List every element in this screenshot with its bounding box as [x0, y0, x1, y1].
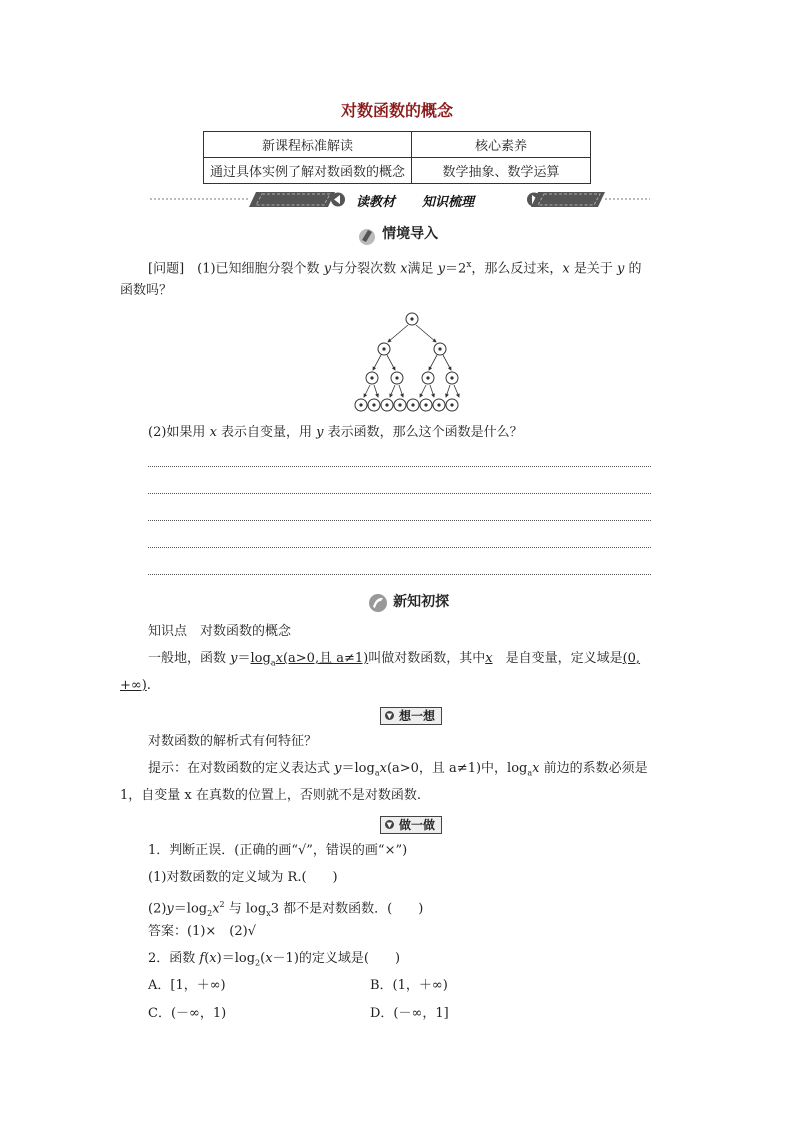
doit-badge: [380, 816, 442, 834]
def-log: log: [250, 651, 271, 666]
doit-badge-label: 做一做: [399, 818, 436, 832]
q2-var: x: [209, 425, 217, 440]
ex-var: x: [212, 901, 220, 917]
def-text: 是自变量，定义域是: [492, 651, 623, 666]
section-banner: [150, 190, 650, 210]
q1-var: y: [437, 261, 446, 277]
def-text: ＝: [237, 651, 251, 666]
hint-text: (a>0，且 a≠1)中，log: [386, 761, 528, 776]
section2-heading-text: 新知初探: [393, 594, 450, 610]
ex-sub: 2: [255, 958, 261, 968]
think-badge-label: 想一想: [399, 709, 436, 723]
answer-line: [148, 520, 651, 521]
def-sub: a: [270, 658, 276, 668]
scene-icon: [356, 224, 378, 246]
q2-text: (2)如果用: [148, 425, 210, 440]
ex-var: x: [265, 951, 273, 966]
hint-var: y: [334, 761, 342, 776]
q1-text: 的: [624, 261, 642, 277]
table-cell-standard: 通过具体实例了解对数函数的概念: [204, 158, 412, 184]
standards-table: [203, 131, 591, 184]
q1-text: 是关于: [569, 261, 618, 277]
q1-text: ，那么反过来，: [471, 261, 563, 277]
hint-var: x: [379, 761, 387, 776]
badge-arrow-icon: ▼: [386, 711, 393, 720]
exercise1: 1．判断正误．(正确的画“√”，错误的画“×”): [148, 843, 408, 858]
ex-var: x: [209, 951, 217, 966]
exercise1-item1: (1)对数函数的定义域为 R.( ): [148, 870, 338, 885]
def-text: 叫做对数函数，其中: [368, 651, 486, 666]
question1-line2: 函数吗？: [120, 283, 173, 298]
hint-text: 提示：在对数函数的定义表达式: [148, 761, 335, 776]
hint-text: ＝log: [341, 761, 375, 776]
answer-line: [148, 574, 651, 575]
q1-text: 与分裂次数: [331, 261, 401, 277]
exercise1-answer: 答案：(1)× (2)√: [148, 924, 257, 939]
ex-text: (: [204, 951, 210, 966]
q1-var: y: [323, 261, 332, 277]
q1-text: [问题] (1)已知细胞分裂个数: [148, 261, 324, 277]
banner-right-label: 知识梳理: [422, 195, 475, 210]
definition-blank-3b: +∞): [120, 678, 147, 693]
q1-var: y: [617, 261, 625, 277]
def-var: x: [275, 651, 283, 666]
option-b: B．(1，＋∞): [370, 978, 448, 993]
exercise2: [148, 946, 400, 977]
ex-sub: x: [266, 908, 271, 918]
banner-left-label: 读教材: [356, 195, 396, 210]
ex-text: )＝log: [216, 951, 256, 966]
ex-text: (2): [148, 901, 167, 917]
q2-text: 表示函数，那么这个函数是什么？: [323, 425, 523, 440]
question1: [148, 252, 668, 282]
table-cell-literacy: 数学抽象、数学运算: [412, 158, 591, 184]
answer-line: [148, 466, 651, 467]
ex-sup: 2: [219, 900, 225, 909]
think-question: 对数函数的解析式有何特征？: [148, 734, 318, 749]
question2: [148, 420, 523, 446]
section2-heading: [367, 591, 449, 614]
q1-exp: x: [466, 260, 472, 270]
q2-var: y: [316, 425, 324, 440]
ex-text: ＝log: [173, 901, 208, 917]
ex-var: y: [166, 901, 174, 917]
badge-arrow-icon: ▼: [386, 820, 393, 829]
definition-line2: [120, 673, 151, 699]
q1-var: x: [400, 261, 408, 277]
answer-line: [148, 547, 651, 548]
option-d: D．(－∞，1]: [370, 1006, 449, 1021]
hint-var: x: [532, 761, 540, 776]
knowledge-point: 知识点 对数函数的概念: [148, 624, 292, 639]
ex-text: (: [260, 951, 266, 966]
q2-text: 表示自变量，用: [216, 425, 317, 440]
hint-sub: a: [374, 768, 380, 778]
definition-blank-1: [251, 651, 369, 666]
def-text: .: [146, 678, 151, 693]
cell-division-diagram: [350, 308, 475, 416]
new-knowledge-icon: [367, 592, 389, 614]
page-title: 对数函数的概念: [340, 101, 453, 120]
ex-text: －1)的定义域是( ): [272, 951, 401, 966]
def-cond: (a>0,且 a≠1): [282, 651, 369, 666]
q1-var: x: [562, 261, 570, 277]
option-a: A．[1，＋∞): [148, 978, 226, 993]
ex-sub: 2: [207, 908, 213, 918]
ex-text: 与 log: [224, 901, 267, 917]
ex-var: f: [199, 951, 205, 966]
ex-text: 3 都不是对数函数．( ): [270, 901, 424, 917]
q1-text: ＝2: [445, 261, 467, 277]
ex-text: 2．函数: [148, 951, 200, 966]
section1-heading-text: 情境导入: [382, 226, 439, 242]
hint-text: 前边的系数必须是: [539, 761, 648, 776]
table-header-standard: 新课程标准解读: [204, 132, 412, 158]
think-hint: [148, 756, 648, 787]
def-var: y: [230, 651, 238, 666]
definition-blank-3a: (0,: [622, 651, 641, 666]
option-c: C．(－∞，1): [148, 1006, 227, 1021]
section1-heading: [356, 223, 438, 246]
hint-sub: a: [527, 768, 533, 778]
banner-graphic: [150, 190, 650, 210]
think-hint-line2: 1，自变量 x 在真数的位置上，否则就不是对数函数.: [120, 788, 421, 803]
think-badge: [380, 707, 442, 725]
q1-text: 满足: [407, 261, 438, 277]
definition-blank-2: x: [485, 651, 493, 666]
table-header-literacy: 核心素养: [412, 132, 591, 158]
def-text: 一般地，函数: [148, 651, 231, 666]
definition-line1: [148, 646, 640, 677]
answer-line: [148, 493, 651, 494]
